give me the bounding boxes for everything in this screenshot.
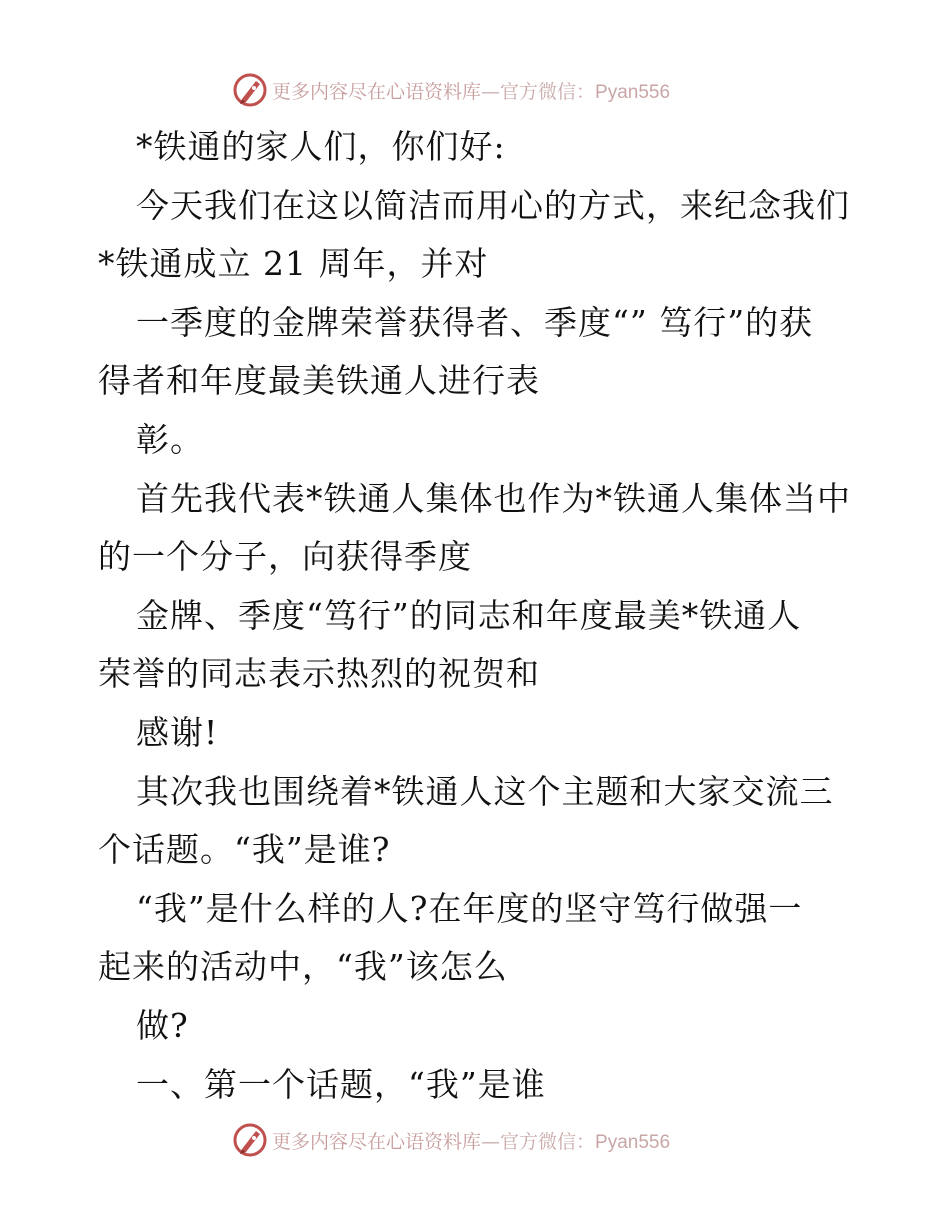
pen-logo-icon bbox=[232, 72, 268, 108]
banner-wechat-label: 官方微信： bbox=[500, 1130, 596, 1153]
banner-lead-text: 更多内容尽在心语资料库 bbox=[272, 1130, 482, 1153]
banner-lead-text: 更多内容尽在心语资料库 bbox=[272, 80, 482, 103]
text-line: “我”是什么样的人?在年度的坚守笃行做强一 bbox=[136, 888, 803, 928]
text-line: 荣誉的同志表示热烈的祝贺和 bbox=[98, 654, 540, 694]
text-line: 其次我也围绕着*铁通人这个主题和大家交流三 bbox=[136, 771, 834, 811]
header-banner bbox=[232, 70, 752, 110]
text-line: *铁通成立 21 周年，并对 bbox=[98, 244, 489, 284]
text-line: *铁通的家人们，你们好: bbox=[136, 127, 506, 166]
text-line: 的一个分子，向获得季度 bbox=[98, 537, 472, 577]
text-line: 金牌、季度“笃行”的同志和年度最美*铁通人 bbox=[136, 595, 802, 635]
banner-wechat-id: Pyan556 bbox=[595, 1131, 671, 1153]
text-line: 一、第一个话题，“我”是谁 bbox=[136, 1064, 546, 1104]
banner-wechat-id: Pyan556 bbox=[595, 81, 671, 103]
text-line: 感谢! bbox=[136, 712, 219, 752]
text-line: 一季度的金牌荣誉获得者、季度“” 笃行”的获 bbox=[136, 302, 814, 342]
text-line: 个话题。“我”是谁? bbox=[98, 830, 391, 870]
footer-banner bbox=[232, 1120, 752, 1160]
text-line: 首先我代表*铁通人集体也作为*铁通人集体当中 bbox=[136, 478, 851, 518]
banner-text bbox=[272, 77, 670, 104]
text-line: 起来的活动中，“我”该怎么 bbox=[98, 947, 508, 987]
text-line: 彰。 bbox=[136, 419, 204, 459]
banner-text bbox=[272, 1127, 670, 1154]
document-body bbox=[98, 118, 878, 1114]
text-line: 得者和年度最美铁通人进行表 bbox=[98, 361, 540, 401]
banner-wechat-label: 官方微信： bbox=[500, 80, 596, 103]
banner-dash: — bbox=[481, 80, 501, 103]
text-line: 今天我们在这以简洁而用心的方式，来纪念我们 bbox=[136, 185, 850, 225]
text-line: 做? bbox=[136, 1005, 189, 1045]
pen-logo-icon bbox=[232, 1122, 268, 1158]
banner-dash: — bbox=[481, 1130, 501, 1153]
